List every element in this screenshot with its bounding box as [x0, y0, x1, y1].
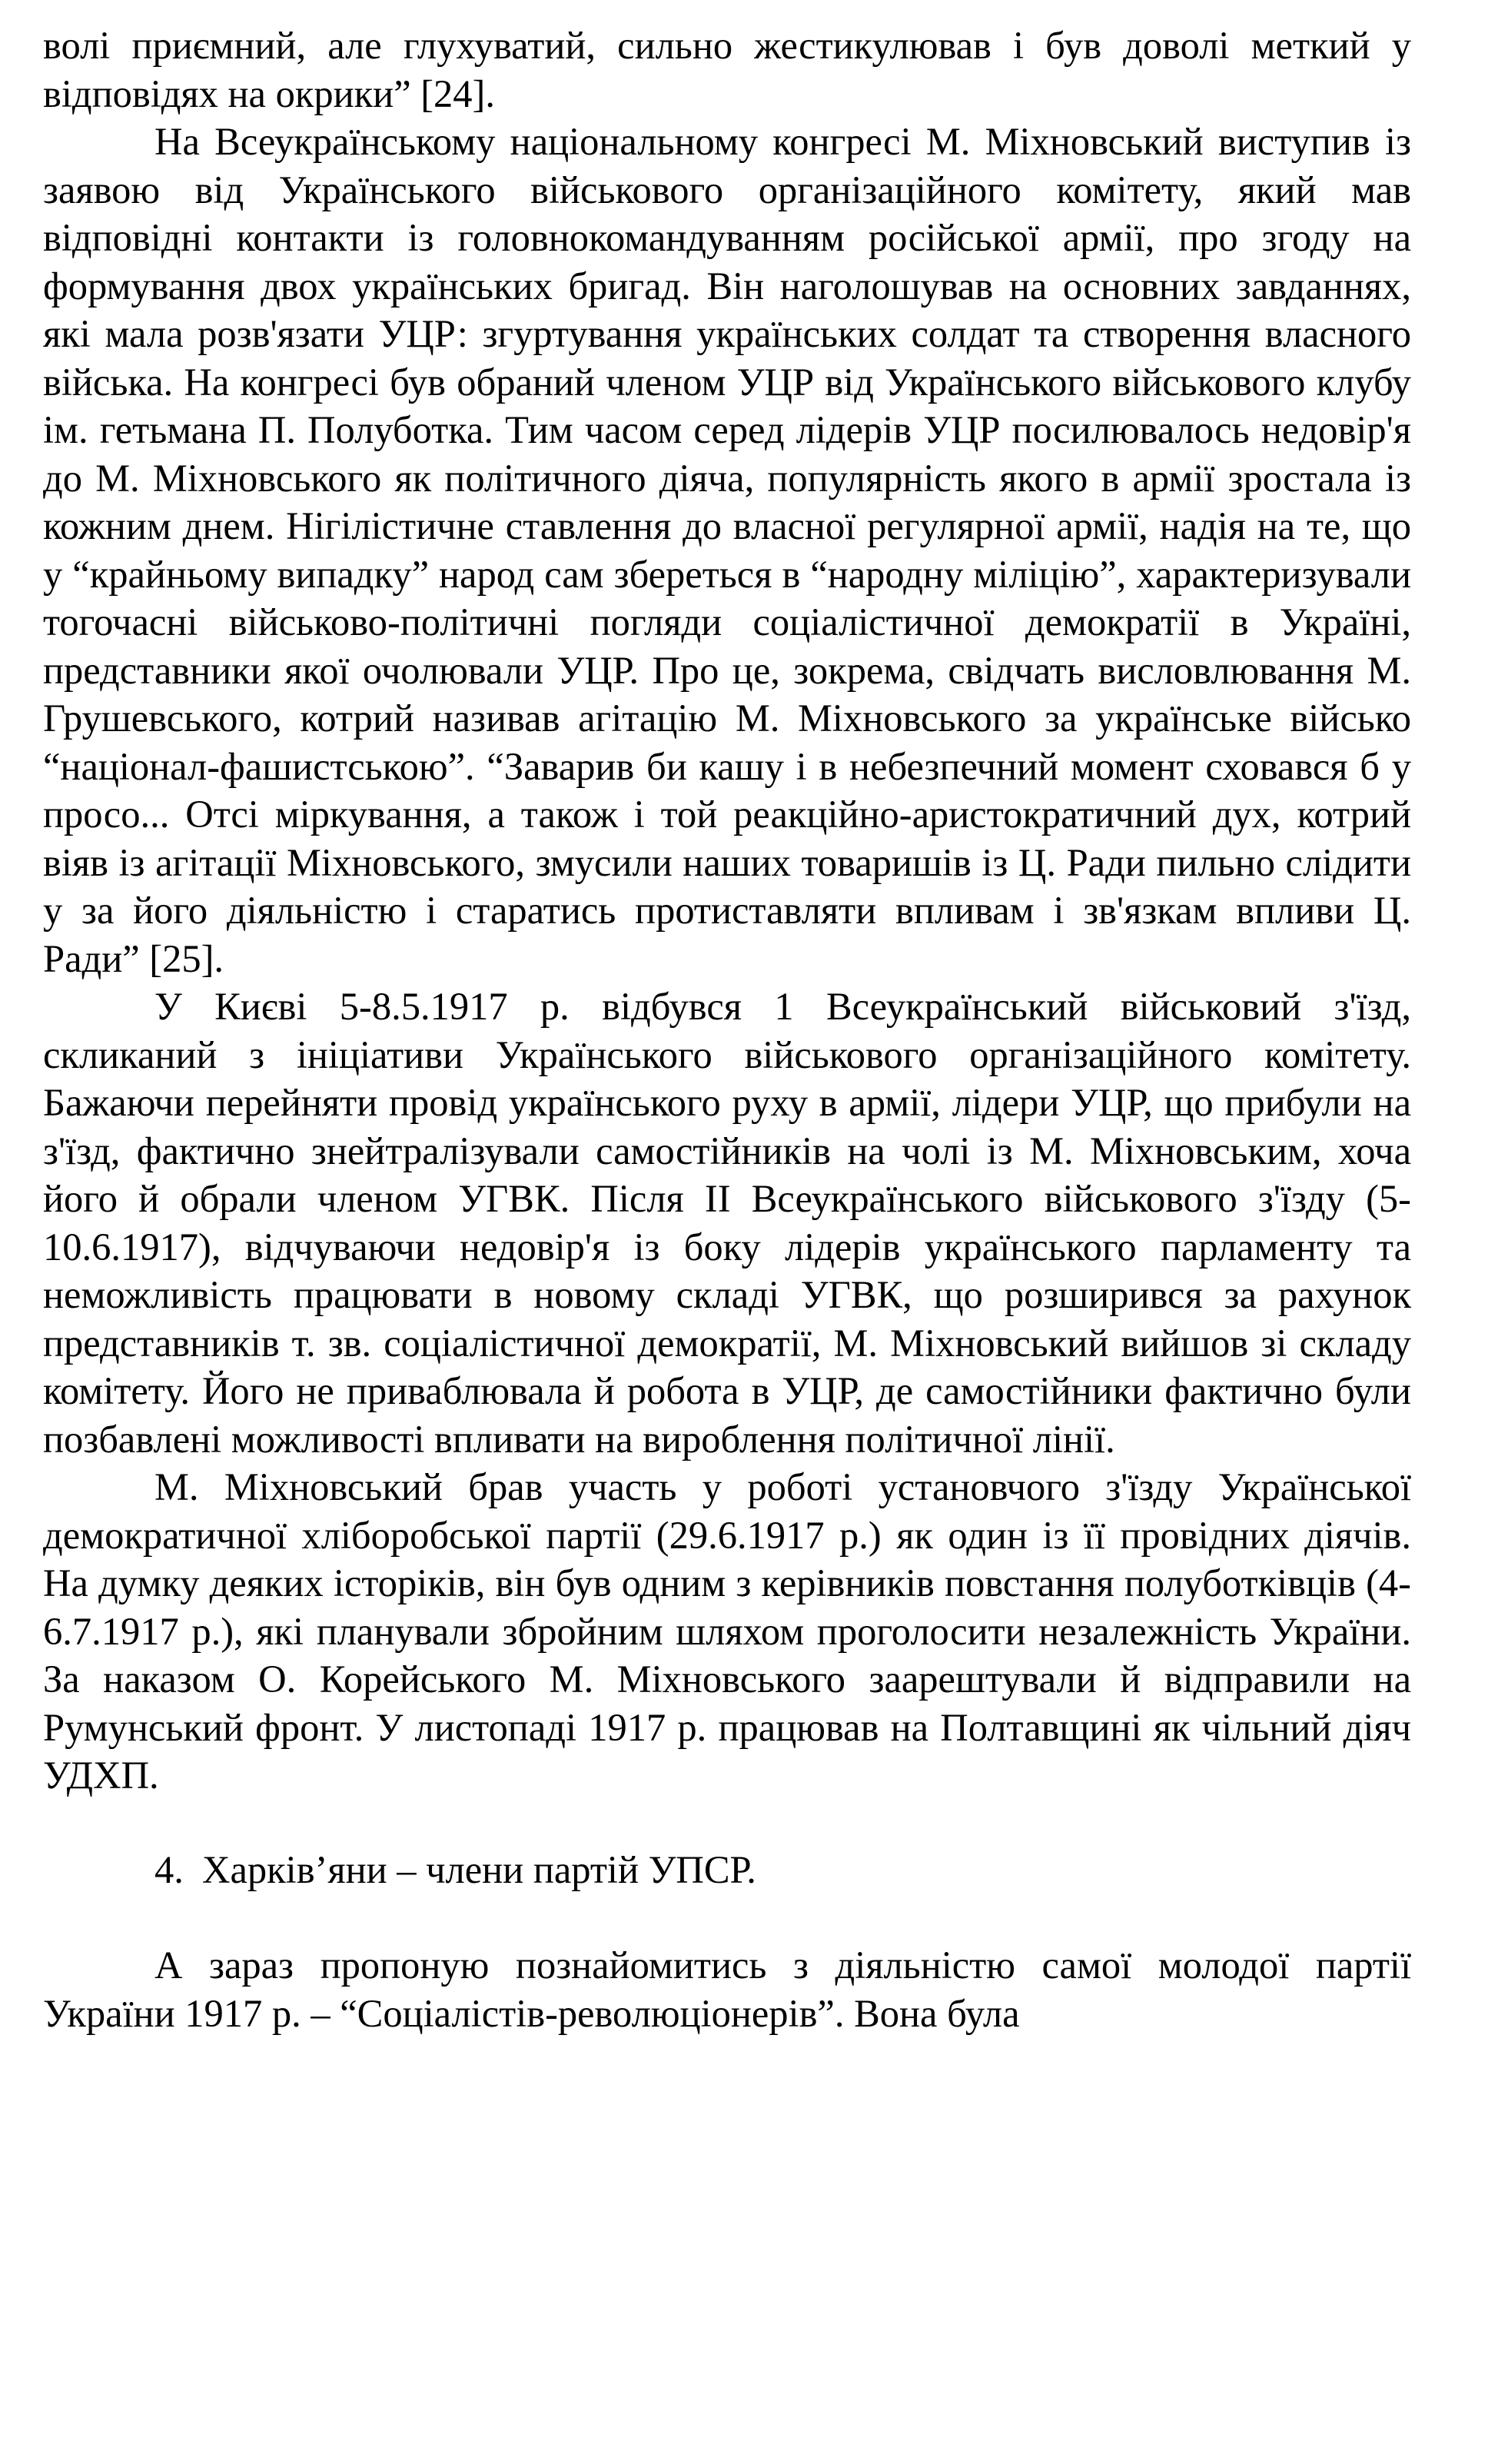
paragraph-final: А зараз пропоную познайомитись з діяльністю самої молодої партії України 1917 р. – “Соціалістів-революціонерів”. Вона була	[43, 1944, 1411, 2035]
document-page	[43, 22, 1411, 2037]
paragraph-continuation: волі приємний, але глухуватий, сильно жестикулював і був доволі меткий у відповідях на окрики” [24].	[43, 24, 1411, 115]
section-heading	[43, 1846, 1411, 1894]
paragraph-military-congress: У Києві 5-8.5.1917 р. відбувся 1 Всеукраїнський військовий з'їзд, скликаний з ініціативи Українського військового організаційного комітету. Бажаючи перейняти провід українського руху в армії, лідери УЦР, що прибули на з'їзд, фактично знейтралізували самостійників на чолі із М. Міхновським, хоча його й обрали членом УГВК. Після II Всеукраїнського військового з'їзду (5-10.6.1917), відчуваючи недовір'я із боку лідерів українського парламенту та неможливість працювати в новому складі УГВК, що розширився за рахунок представників т. зв. соціалістичної демократії, М. Міхновський вийшов зі складу комітету. Його не приваблювала й робота в УЦР, де самостійники фактично були позбавлені можливості впливати на вироблення політичної лінії.	[43, 985, 1411, 1461]
paragraph-udkhp: М. Міхновський брав участь у роботі установчого з'їзду Української демократичної хліборобської партії (29.6.1917 р.) як один із її провідних діячів. На думку деяких історіків, він був одним з керівників повстання полуботківців (4-6.7.1917 р.), які планували збройним шляхом проголосити незалежність України. За наказом О. Корейського М. Міхновського заарештували й відправили на Румунський фронт. У листопаді 1917 р. працював на Полтавщині як чільний діяч УДХП.	[43, 1465, 1411, 1797]
section-title: Харків’яни – члени партій УПСР.	[202, 1847, 756, 1891]
section-number: 4.	[154, 1847, 184, 1891]
section-spacer	[43, 1894, 1411, 1941]
paragraph-congress: На Всеукраїнському національному конгресі М. Міхновський виступив із заявою від Українського військового організаційного комітету, який мав відповідні контакти із головнокомандуванням російської армії, про згоду на формування двох українських бригад. Він наголошував на основних завданнях, які мала розв'язати УЦР: згуртування українських солдат та створення власного війська. На конгресі був обраний членом УЦР від Українського військового клубу ім. гетьмана П. Полуботка. Тим часом серед лідерів УЦР посилювалось недовір'я до М. Міхновського як політичного діяча, популярність якого в армії зростала із кожним днем. Нігілістичне ставлення до власної регулярної армії, надія на те, що у “крайньому випадку” народ сам збереться в “народну міліцію”, характеризували тогочасні військово-політичні погляди соціалістичної демократії в Україні, представники якої очолювали УЦР. Про це, зокрема, свідчать висловлювання М. Грушевського, котрий називав агітацію М. Міхновського за українське військо “націонал-фашистською”. “Заварив би кашу і в небезпечний момент сховався б у просо... Отсі міркування, а також і той реакційно-аристократичний дух, котрий віяв із агітації Міхновського, змусили наших товаришів із Ц. Ради пильно слідити у за його діяльністю і старатись протиставляти впливам і зв'язкам впливи Ц. Ради” [25].	[43, 120, 1411, 980]
